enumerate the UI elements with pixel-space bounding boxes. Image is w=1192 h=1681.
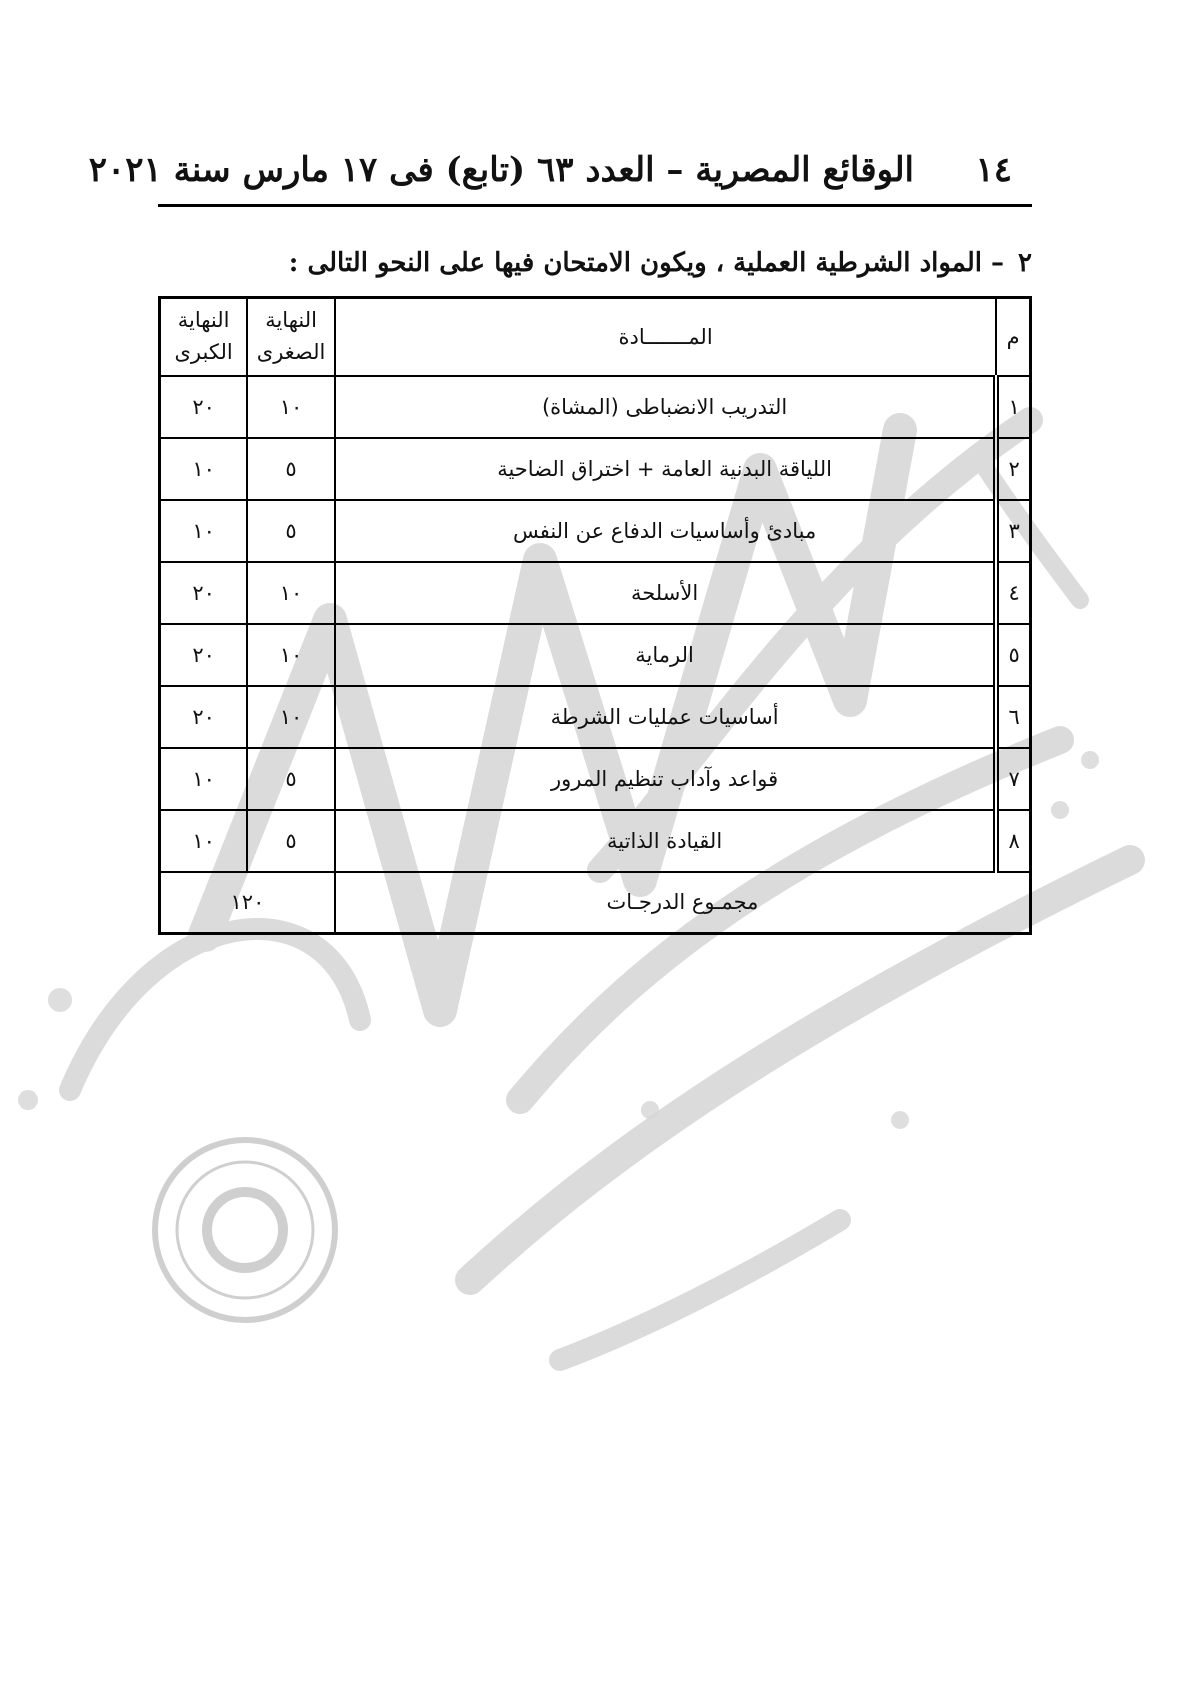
row-number: ٤	[996, 562, 1030, 624]
row-number: ٨	[996, 810, 1030, 872]
subject-name: قواعد وآداب تنظيم المرور	[335, 748, 996, 810]
max-grade: ١٠	[160, 500, 248, 562]
max-grade: ٢٠	[160, 624, 248, 686]
table-header-row	[160, 298, 1031, 376]
section-number: ٢	[1018, 248, 1032, 278]
gazette-title: الوقائع المصرية – العدد ٦٣ (تابع) فى ١٧ مارس سنة ٢٠٢١	[88, 150, 914, 190]
row-number: ٦	[996, 686, 1030, 748]
page-header	[88, 138, 1032, 207]
header-max-grade: النهاية الكبرى	[160, 298, 248, 376]
total-row	[160, 872, 1031, 934]
subject-name: اللياقة البدنية العامة + اختراق الضاحية	[335, 438, 996, 500]
subject-name: أساسيات عمليات الشرطة	[335, 686, 996, 748]
subject-name: الأسلحة	[335, 562, 996, 624]
max-grade: ٢٠	[160, 562, 248, 624]
grades-table	[158, 296, 1032, 935]
subject-name: القيادة الذاتية	[335, 810, 996, 872]
row-number: ٥	[996, 624, 1030, 686]
min-grade: ٥	[247, 748, 335, 810]
table-row	[160, 438, 1031, 500]
table-row	[160, 376, 1031, 438]
table-row	[160, 562, 1031, 624]
table-row	[160, 686, 1031, 748]
section-title-text: – المواد الشرطية العملية ، ويكون الامتحان فيها على النحو التالى :	[288, 248, 1005, 278]
min-grade: ١٠	[247, 562, 335, 624]
row-number: ١	[996, 376, 1030, 438]
min-grade: ١٠	[247, 624, 335, 686]
subject-name: الرماية	[335, 624, 996, 686]
max-grade: ١٠	[160, 438, 248, 500]
row-number: ٣	[996, 500, 1030, 562]
min-grade: ٥	[247, 500, 335, 562]
max-grade: ١٠	[160, 748, 248, 810]
table-row	[160, 810, 1031, 872]
min-grade: ١٠	[247, 686, 335, 748]
total-label: مجمـوع الدرجـات	[335, 872, 1031, 934]
min-grade: ٥	[247, 810, 335, 872]
table-row	[160, 500, 1031, 562]
max-grade: ١٠	[160, 810, 248, 872]
header-m: م	[996, 298, 1030, 376]
min-grade: ٥	[247, 438, 335, 500]
max-grade: ٢٠	[160, 376, 248, 438]
row-number: ٧	[996, 748, 1030, 810]
subject-name: التدريب الانضباطى (المشاة)	[335, 376, 996, 438]
row-number: ٢	[996, 438, 1030, 500]
min-grade: ١٠	[247, 376, 335, 438]
max-grade: ٢٠	[160, 686, 248, 748]
total-value: ١٢٠	[160, 872, 335, 934]
table-row	[160, 624, 1031, 686]
section-heading	[289, 248, 1032, 278]
subject-name: مبادئ وأساسيات الدفاع عن النفس	[335, 500, 996, 562]
page-number: ١٤	[975, 150, 1012, 190]
header-min-grade: النهاية الصغرى	[247, 298, 335, 376]
table-row	[160, 748, 1031, 810]
header-subject: المـــــــادة	[335, 298, 996, 376]
